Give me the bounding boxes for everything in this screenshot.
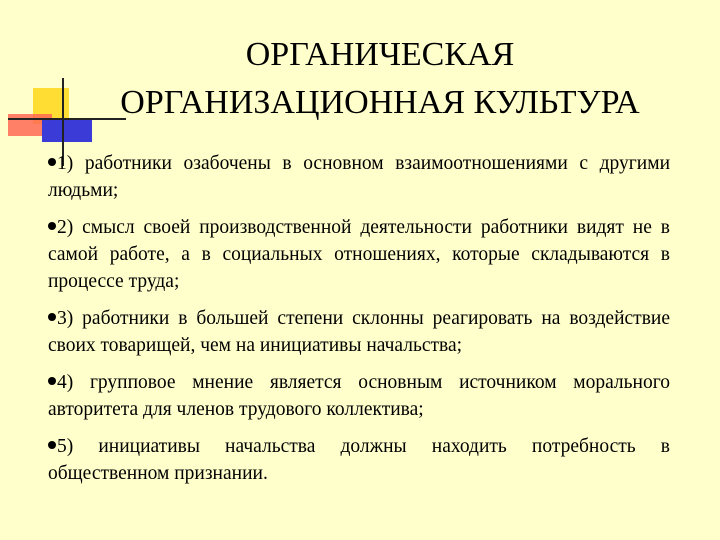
list-item (48, 433, 670, 487)
list-item (48, 150, 670, 204)
bullet-dot-icon (48, 441, 56, 449)
list-item-text: 2) смысл своей производственной деятельности работники видят не в самой работе, а в социальных отношениях, которые складываются в процессе труда; (48, 217, 670, 292)
list-item-text: 5) инициативы начальства должны находить потребность в общественном признании. (48, 436, 670, 484)
slide-title (60, 31, 700, 127)
list-item-text: 4) групповое мнение является основным источником морального авторитета для членов трудового коллектива; (48, 372, 670, 420)
list-item (48, 214, 670, 295)
list-item-text: 1) работники озабочены в основном взаимоотношениями с другими людьми; (48, 153, 670, 201)
bullet-dot-icon (48, 313, 56, 321)
title-line-1: ОРГАНИЧЕСКАЯ (245, 35, 515, 73)
bullet-list (48, 150, 670, 497)
list-item-text: 3) работники в большей степени склонны реагировать на воздействие своих товарищей, чем на инициативы начальства; (48, 308, 670, 356)
bullet-dot-icon (48, 377, 56, 385)
title-line-2: ОРГАНИЗАЦИОННАЯ КУЛЬТУРА (120, 83, 640, 121)
bullet-dot-icon (48, 222, 56, 230)
list-item (48, 305, 670, 359)
bullet-dot-icon (48, 158, 56, 166)
list-item (48, 369, 670, 423)
